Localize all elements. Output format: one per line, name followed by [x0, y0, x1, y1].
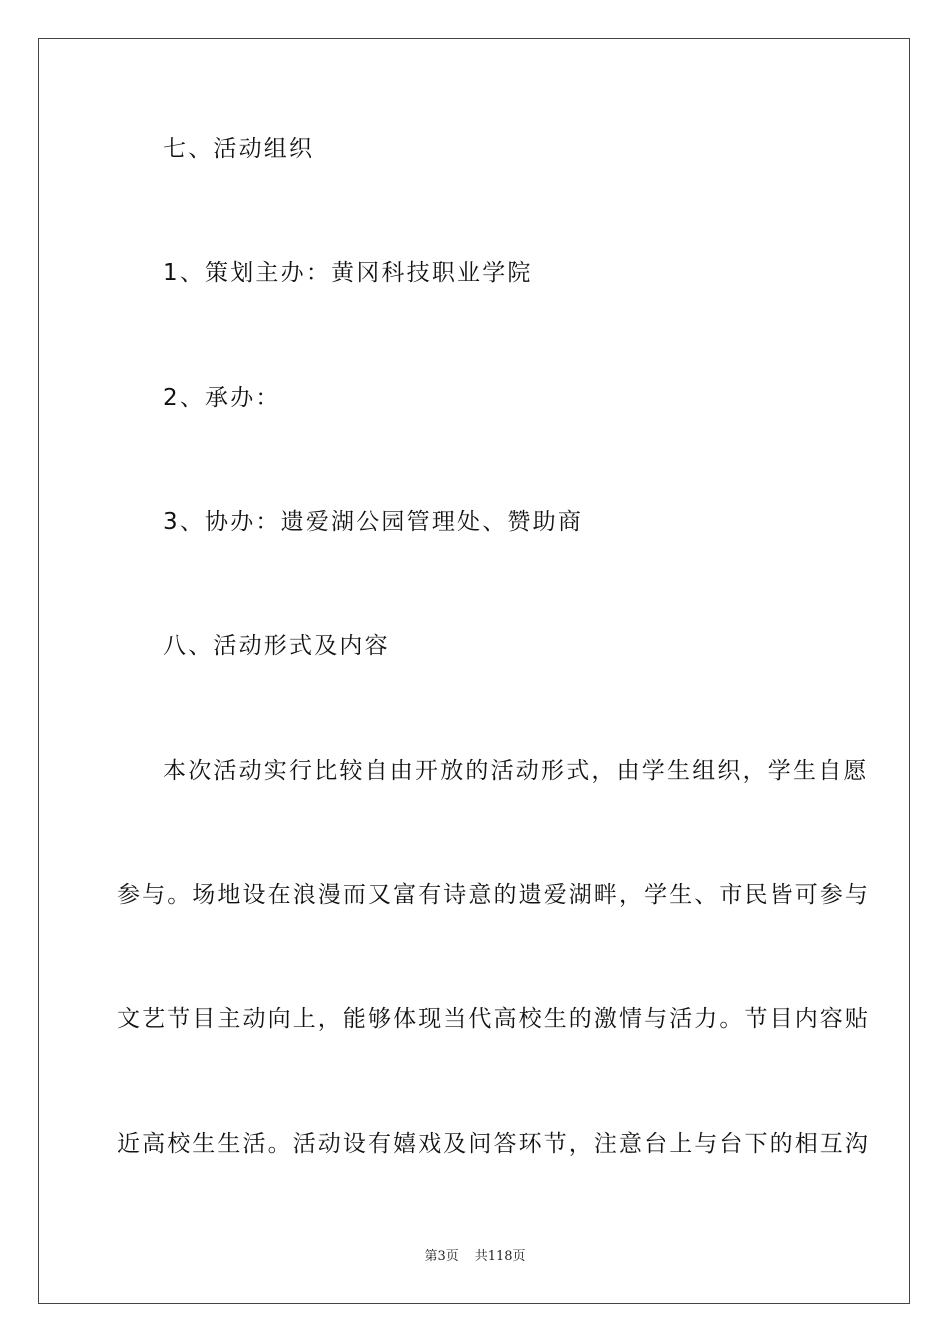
list-item-organizer: 1、策划主办：黄冈科技职业学院 [163, 260, 533, 286]
section-heading-7: 七、活动组织 [163, 136, 315, 162]
section-heading-8: 八、活动形式及内容 [163, 633, 390, 659]
page-border [38, 38, 910, 1304]
paragraph-line-4: 近高校生生活。活动设有嬉戏及问答环节，注意台上与台下的相互沟 [117, 1131, 870, 1157]
page-footer [0, 1248, 950, 1266]
paragraph-line-3: 文艺节目主动向上，能够体现当代高校生的激情与活力。节目内容贴 [117, 1006, 870, 1032]
page-total: 共118页 [474, 1249, 526, 1264]
paragraph-line-1: 本次活动实行比较自由开放的活动形式，由学生组织，学生自愿 [163, 758, 869, 784]
paragraph-line-2: 参与。场地设在浪漫而又富有诗意的遗爱湖畔，学生、市民皆可参与 [117, 882, 870, 908]
list-item-co-organizer: 3、协办：遗爱湖公园管理处、赞助商 [163, 509, 584, 535]
page-number: 第3页 [424, 1249, 459, 1264]
list-item-undertaker: 2、承办： [163, 385, 281, 411]
